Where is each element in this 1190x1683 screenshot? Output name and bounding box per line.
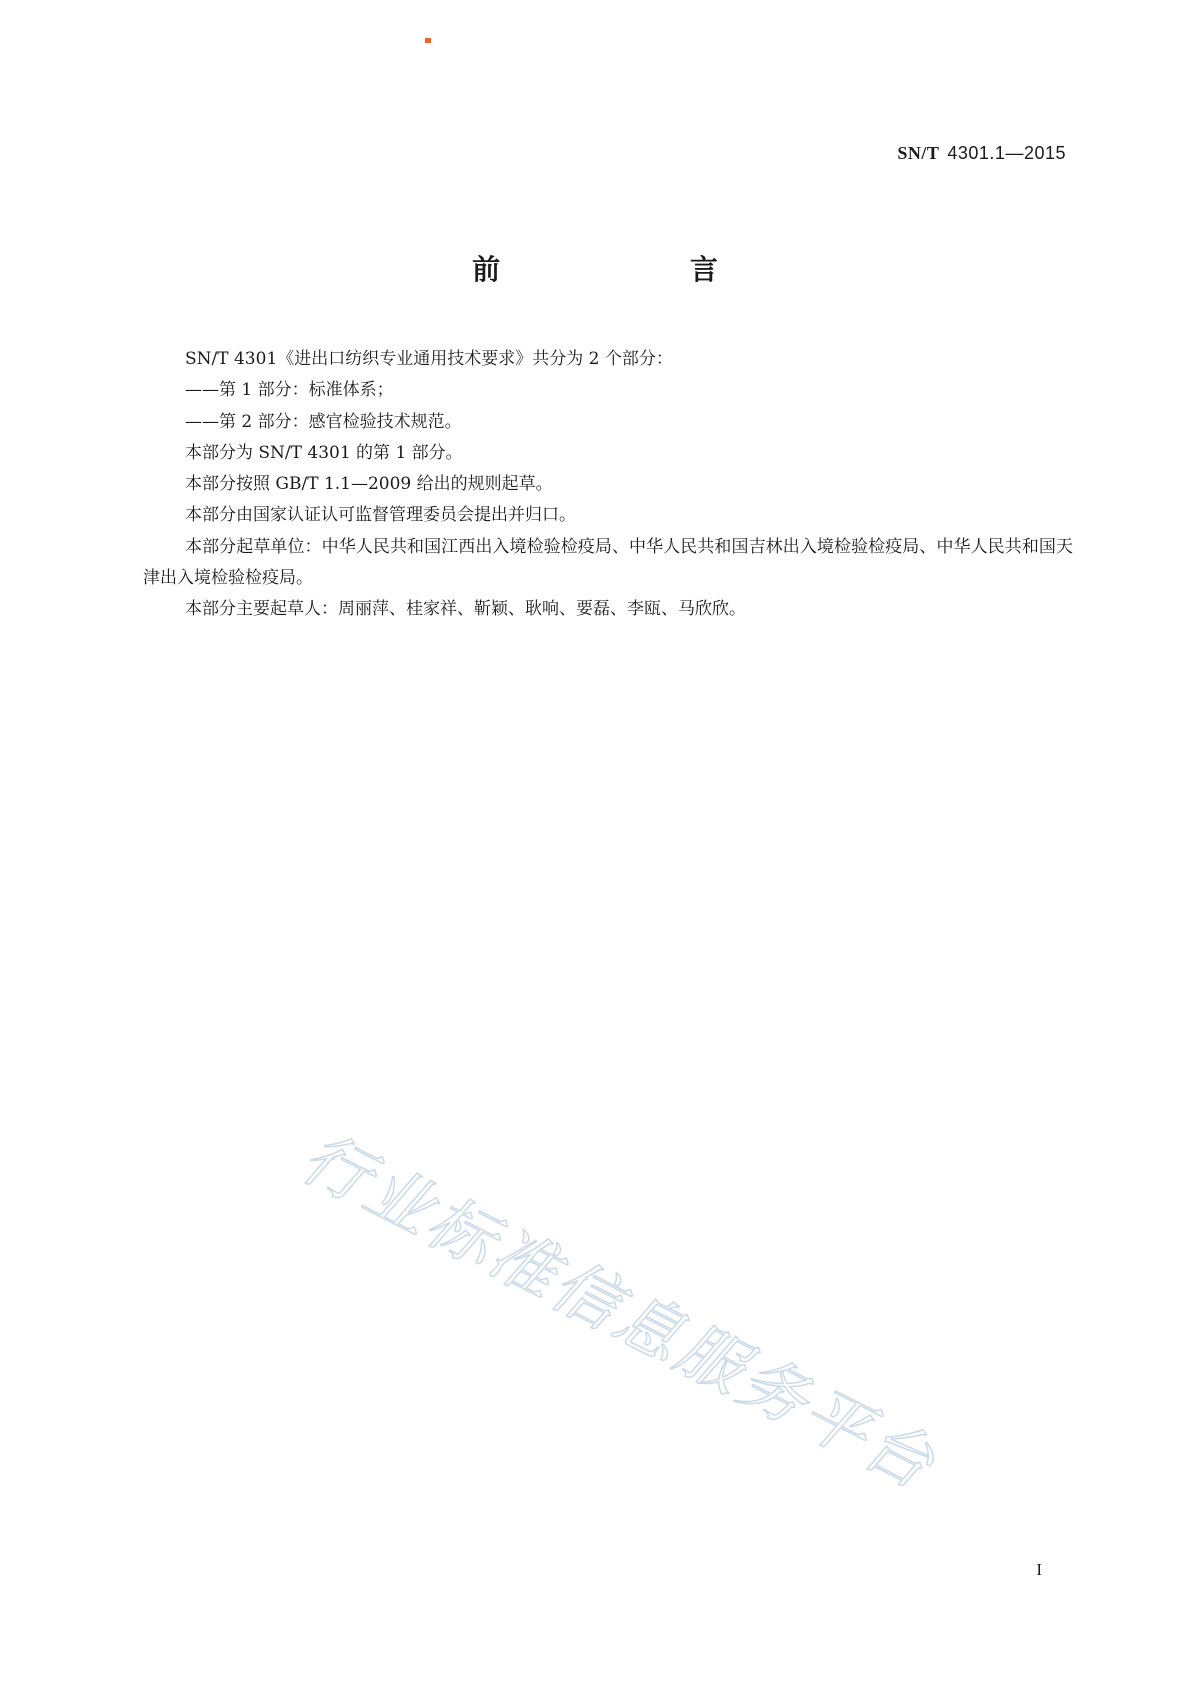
- paragraph-drafting-rules: 本部分按照 GB/T 1.1—2009 给出的规则起草。: [185, 474, 553, 495]
- document-code-prefix: SN/T: [897, 143, 940, 163]
- paragraph-part-1: ——第 1 部分：标准体系；: [185, 380, 394, 401]
- page-number: I: [1036, 1560, 1042, 1579]
- foreword-body: [143, 344, 1073, 626]
- paragraph-proposer: 本部分由国家认证认可监督管理委员会提出并归口。: [185, 505, 576, 526]
- document-code-number: 4301.1—2015: [947, 143, 1066, 163]
- paragraph-part-2: ——第 2 部分：感官检验技术规范。: [185, 411, 462, 432]
- paragraph-parts-intro: SN/T 4301《进出口纺织专业通用技术要求》共分为 2 个部分：: [185, 349, 673, 369]
- paragraph-drafting-units: 本部分起草单位：中华人民共和国江西出入境检验检疫局、中华人民共和国吉林出入境检验检疫局、中华人民共和国天津出入境检验检疫局。: [143, 536, 1073, 589]
- page-title: 前 言: [472, 253, 778, 286]
- orange-mark: [425, 38, 431, 43]
- paragraph-drafters: 本部分主要起草人：周丽萍、桂家祥、靳颖、耿响、要磊、李瓯、马欣欣。: [185, 599, 746, 620]
- document-code: [897, 143, 1066, 164]
- paragraph-this-part: 本部分为 SN/T 4301 的第 1 部分。: [185, 442, 463, 463]
- watermark: 行业标准信息服务平台: [289, 1118, 949, 1505]
